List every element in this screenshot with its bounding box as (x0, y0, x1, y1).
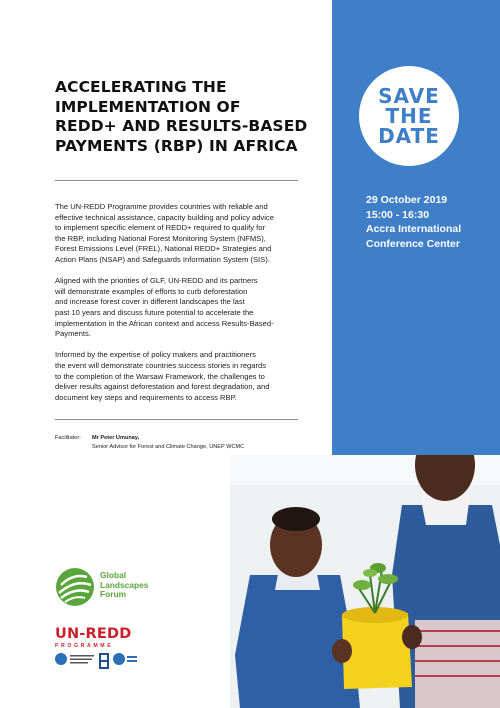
title-line: PAYMENTS (RBP) IN AFRICA (55, 136, 298, 155)
text-line: document key steps and requirements to access RBP. (55, 392, 237, 402)
text-line: Forest Emissions Level (FREL), National REDD+ Strategies and (55, 244, 272, 254)
fao-icon (55, 653, 67, 665)
text-line: Aligned with the priorities of GLF, UN-REDD and its partners (55, 276, 258, 286)
text-line: past 10 years and discuss future potential to accelerate the (55, 307, 254, 317)
paragraph-2 (55, 276, 323, 340)
divider-top (55, 180, 298, 181)
facilitator-name: Mr Peter Umunay, (92, 435, 140, 441)
text-line: The UN-REDD Programme provides countries with reliable and (55, 202, 268, 211)
glf-line: Forum (100, 589, 127, 600)
partner-logos (55, 651, 205, 671)
text-line: the RBP, including National Forest Monitoring System (NFMS), (55, 233, 266, 243)
title-line: IMPLEMENTATION OF (55, 97, 241, 116)
event-date: 29 October 2019 (366, 194, 448, 206)
save-label: SAVE (378, 84, 440, 108)
event-time: 15:00 - 16:30 (366, 208, 430, 221)
the-label: THE (385, 104, 433, 128)
save-the-date-badge (359, 66, 459, 166)
facilitator-role: Senior Advisor for Forest and Climate Change, UNEP WCMC (92, 444, 245, 450)
text-line: Informed by the expertise of policy makers and practitioners (55, 350, 256, 360)
divider-bottom (55, 419, 298, 420)
text-line: Action Plans (NSAP) and Safeguards Information System (SIS). (55, 254, 270, 264)
text-line: to the completion of the Warsaw Framework, the challenges to (55, 371, 265, 381)
text-line: deliver results against deforestation and forest degradation, and (55, 382, 270, 392)
text-line: effective technical assistance, capacity building and policy advice (55, 212, 274, 222)
glf-leaf-icon (55, 567, 95, 607)
event-details (366, 193, 496, 251)
facilitator-label: Facilitator: (55, 435, 81, 441)
glf-line: Global (100, 570, 127, 580)
event-venue-line2: Conference Center (366, 237, 460, 250)
text-line: and increase forest cover in different landscapes the last (55, 297, 245, 307)
glf-wordmark (100, 571, 148, 600)
unredd-logo (55, 627, 175, 649)
title-line: REDD+ AND RESULTS-BASED (55, 117, 308, 135)
children-photo (230, 455, 500, 708)
paragraph-1 (55, 202, 323, 266)
page-title (55, 78, 325, 156)
text-line: will demonstrate examples of efforts to curb deforestation (55, 286, 248, 296)
unep-icon (113, 653, 125, 665)
date-label: DATE (378, 124, 440, 148)
title-line: ACCELERATING THE (55, 78, 227, 96)
unredd-programme: PROGRAMME (55, 643, 114, 649)
children-illustration (230, 455, 500, 708)
paragraph-3 (55, 350, 323, 403)
text-line: the event will demonstrate countries success stories in regards (55, 360, 267, 370)
text-line: implementation in the African context and access Results-Based- (55, 318, 274, 328)
partner-logos-graphic (55, 651, 205, 671)
text-line: Payments. (55, 329, 91, 339)
unredd-name: UN-REDD (55, 626, 132, 642)
glf-line: Landscapes (100, 579, 149, 590)
text-line: to implement specific element of REDD+ required to qualify for (55, 223, 265, 233)
event-venue-line1: Accra International (366, 223, 462, 235)
body-text (55, 202, 323, 414)
